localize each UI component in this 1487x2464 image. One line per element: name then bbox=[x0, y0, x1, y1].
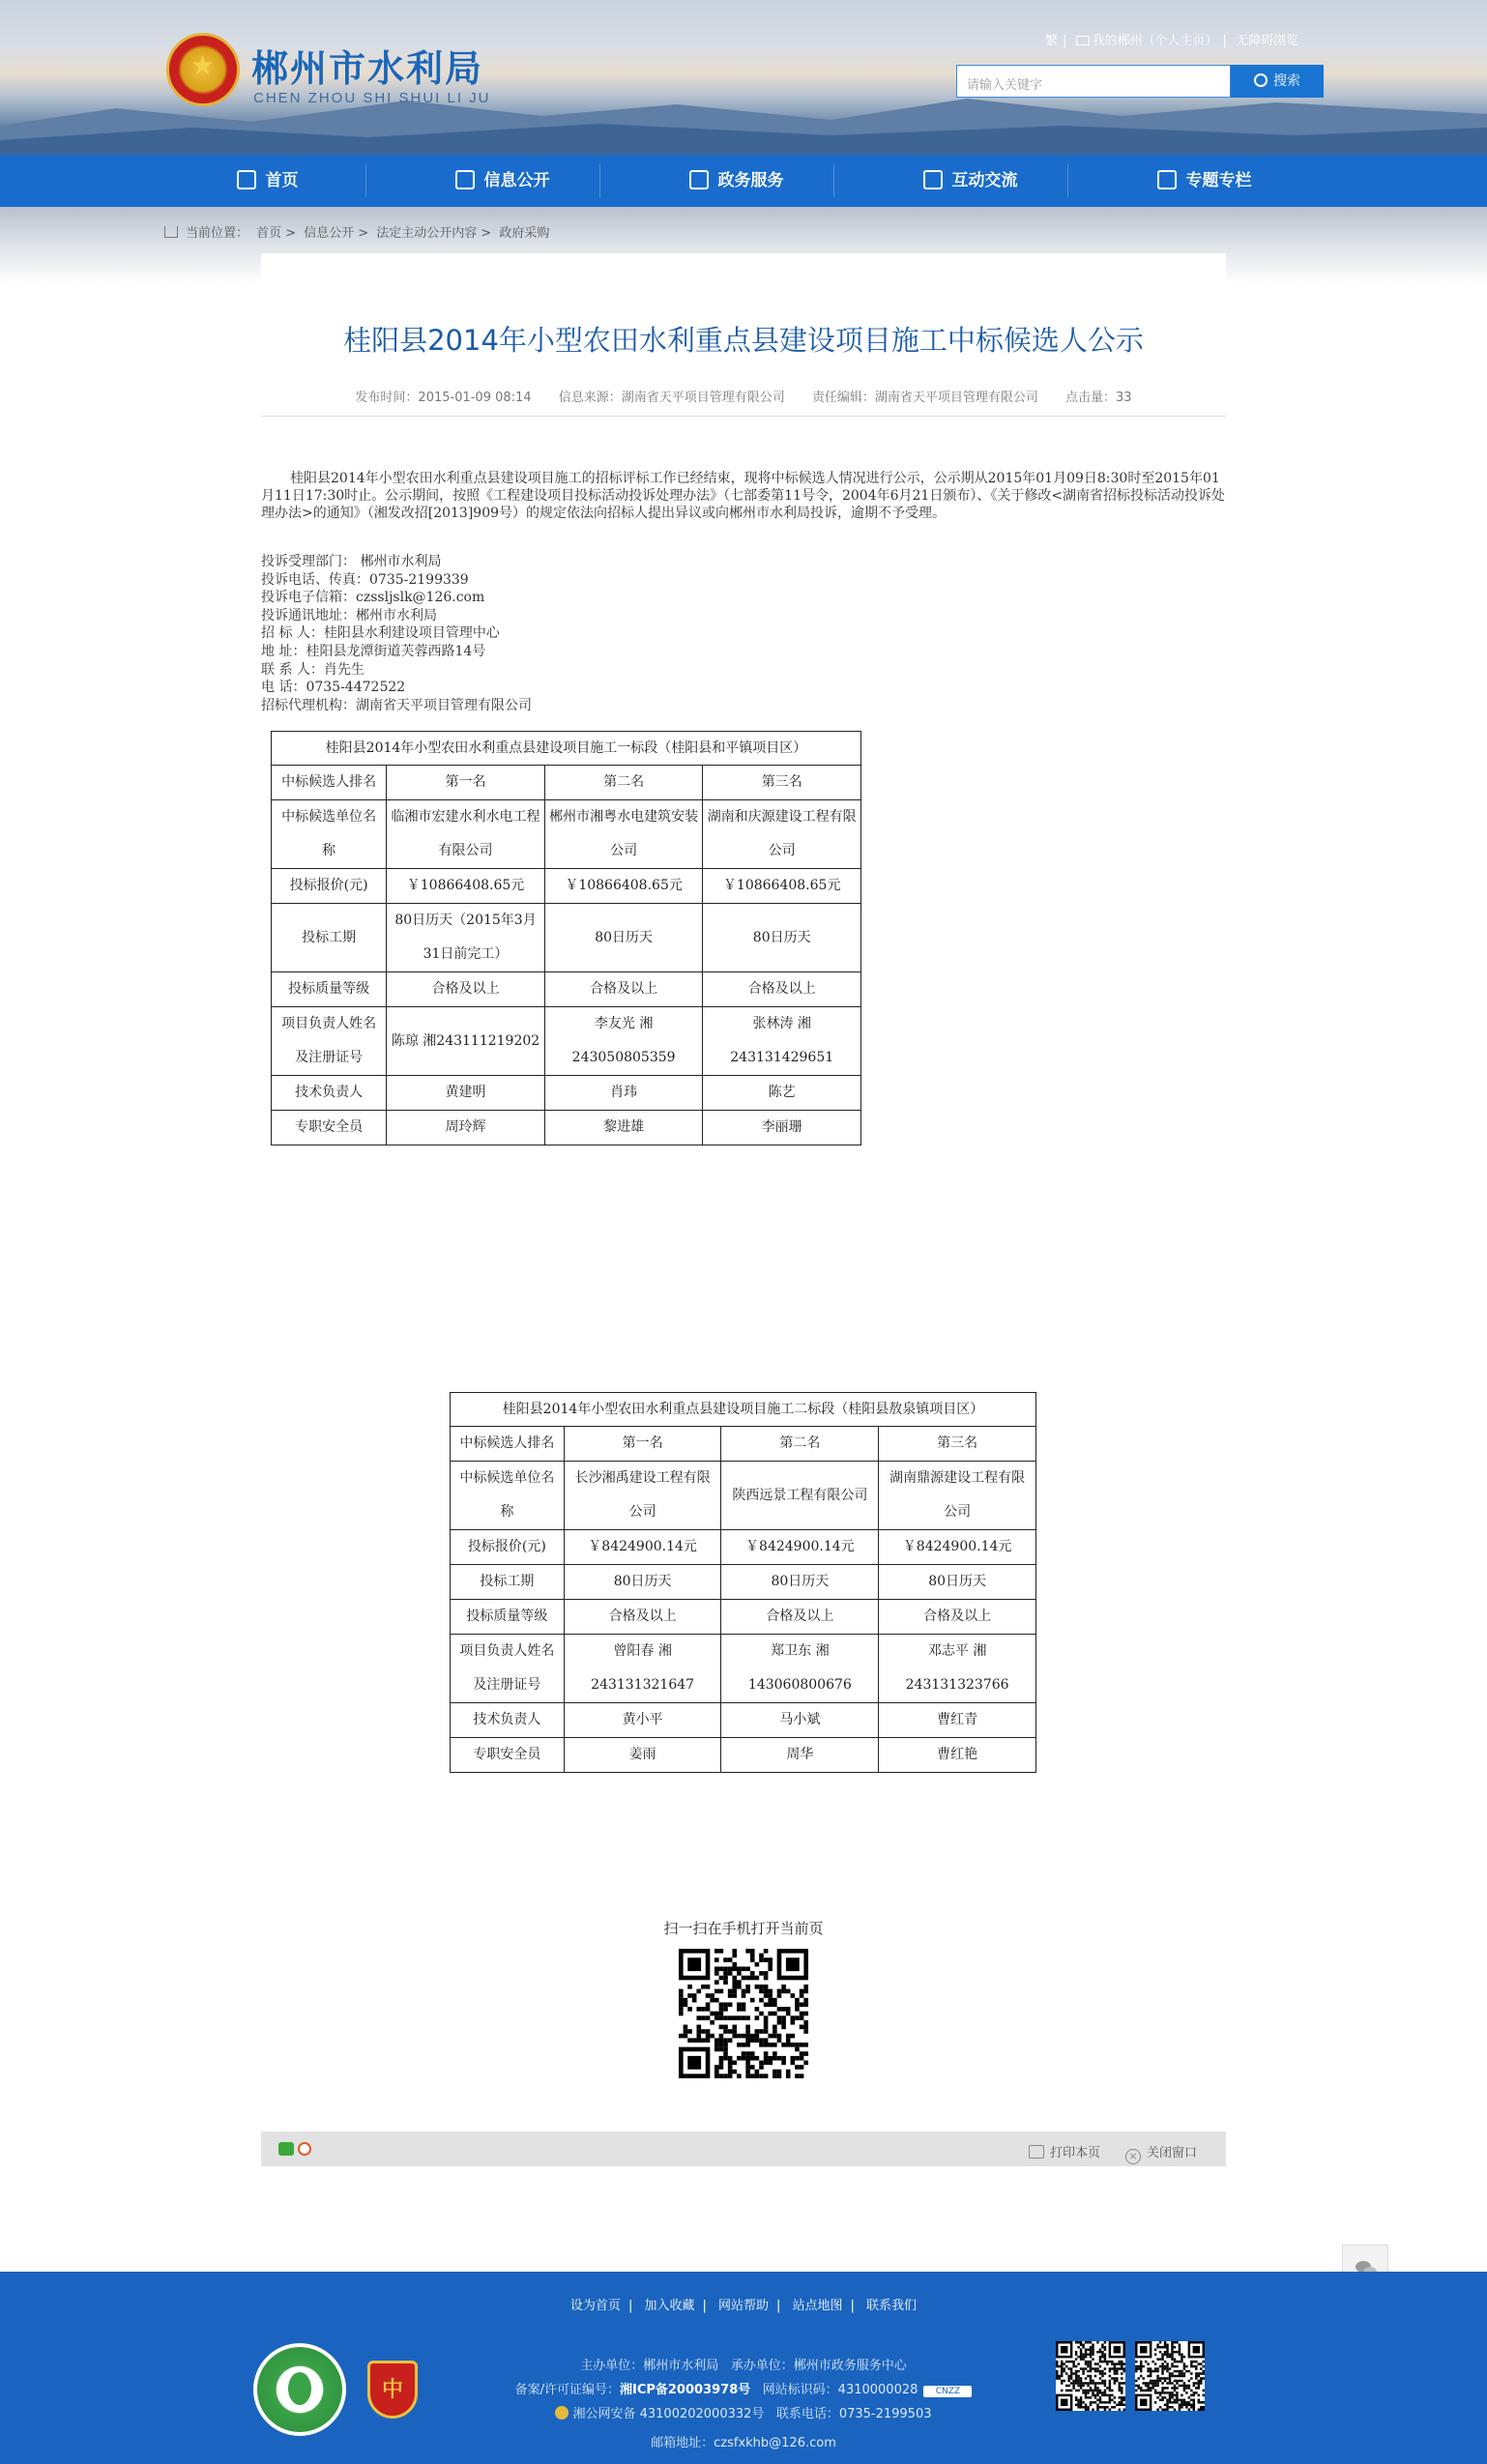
print-button[interactable]: 打印本页 bbox=[1029, 2142, 1100, 2160]
table-row: 投标报价(元) ￥8424900.14元 ￥8424900.14元 ￥8424900.14元 bbox=[451, 1530, 1036, 1565]
nav-government-services[interactable]: 政务服务 bbox=[619, 155, 854, 207]
breadcrumb-statutory[interactable]: 法定主动公开内容 bbox=[376, 226, 478, 241]
qr-label: 扫一扫在手机打开当前页 bbox=[663, 1920, 824, 1937]
top-links: 繁 | 我的郴州（个人主页） | 无障碍浏览 bbox=[1045, 34, 1299, 48]
close-window-button[interactable]: × 关闭窗口 bbox=[1125, 2142, 1197, 2164]
site-title[interactable]: 郴州市水利局 bbox=[251, 47, 484, 90]
site-subtitle: CHEN ZHOU SHI SHUI LI JU bbox=[253, 90, 491, 106]
footer-link-help[interactable]: 网站帮助 bbox=[717, 2299, 769, 2313]
click-count: 点击量：33 bbox=[1065, 391, 1132, 405]
page-qr-code bbox=[679, 1949, 808, 2078]
footer-qr-code bbox=[1135, 2341, 1205, 2411]
article-intro: 桂阳县2014年小型农田水利重点县建设项目施工的招标评标工作已经结束，现将中标候选人情况进行公示，公示期从2015年01月09日8:30时至2015年01月11日17:30时止。公示期间，按照《工程建设项目投标活动投诉处理办法》（七部委第11号令，2004年6月21日颁布）、《关于修改<湖南省招标投标活动投诉处理办法>的通知》（湘发改招[2013]909号）的规定依法向招标人提出异议或向郴州市水利局投诉，逾期不予受理。 bbox=[261, 471, 1226, 521]
footer-link-contact[interactable]: 联系我们 bbox=[866, 2299, 918, 2313]
police-record-link[interactable]: 湘公网安备 43100202000332号 bbox=[572, 2407, 765, 2421]
footer-police: 湘公网安备 43100202000332号 联系电话：0735-2199503 bbox=[0, 2403, 1487, 2421]
breadcrumb-info[interactable]: 信息公开 bbox=[304, 226, 355, 241]
footer-email: 邮箱地址：czsfxkhb@126.com bbox=[651, 2436, 836, 2450]
breadcrumb-procurement[interactable]: 政府采购 bbox=[499, 226, 550, 241]
traditional-chinese-link[interactable]: 繁 bbox=[1045, 34, 1059, 48]
nav-interaction[interactable]: 互动交流 bbox=[853, 155, 1088, 207]
footer-link-sitemap[interactable]: 站点地图 bbox=[792, 2299, 843, 2313]
layers-icon bbox=[1157, 170, 1177, 189]
table-row: 投标质量等级 合格及以上 合格及以上 合格及以上 bbox=[451, 1600, 1036, 1635]
table-caption: 桂阳县2014年小型农田水利重点县建设项目施工一标段（桂阳县和平镇项目区） bbox=[272, 732, 861, 766]
info-line: 投诉通讯地址：郴州市水利局 bbox=[261, 607, 437, 623]
footer-icp: 备案/许可证编号：湘ICP备20003978号 网站标识码：4310000028 CNZZ bbox=[0, 2379, 1487, 2397]
share-bar bbox=[261, 2131, 1226, 2166]
table-caption: 桂阳县2014年小型农田水利重点县建设项目施工二标段（桂阳县敖泉镇项目区） bbox=[451, 1393, 1036, 1427]
table-row: 技术负责人 黄建明 肖玮 陈艺 bbox=[272, 1076, 861, 1111]
info-line: 地 址：桂阳县龙潭街道芙蓉西路14号 bbox=[261, 643, 486, 659]
wechat-share-icon[interactable] bbox=[278, 2142, 294, 2156]
bid-table-1 bbox=[271, 731, 861, 1145]
chat-icon bbox=[923, 170, 943, 189]
page-title: 桂阳县2014年小型农田水利重点县建设项目施工中标候选人公示 bbox=[343, 324, 1144, 357]
table-row: 投标工期 80日历天（2015年3月31日前完工） 80日历天 80日历天 bbox=[272, 904, 861, 972]
bid-table-2 bbox=[450, 1392, 1036, 1773]
site-header bbox=[0, 0, 1487, 155]
table-row: 项目负责人姓名及注册证号 曾阳春 湘243131321647 郑卫东 湘143060800676 邓志平 湘243131323766 bbox=[451, 1635, 1036, 1703]
info-source: 信息来源：湖南省天平项目管理有限公司 bbox=[558, 391, 785, 405]
article-meta bbox=[261, 387, 1226, 405]
nav-special-topics[interactable]: 专题专栏 bbox=[1087, 155, 1322, 207]
table-row: 专职安全员 姜雨 周华 曹红艳 bbox=[451, 1738, 1036, 1773]
table-row: 技术负责人 黄小平 马小斌 曹红青 bbox=[451, 1703, 1036, 1738]
table-row: 项目负责人姓名及注册证号 陈琼 湘243111219202 李友光 湘243050805359 张林涛 湘243131429651 bbox=[272, 1007, 861, 1076]
table-row: 中标候选单位名称 长沙湘禹建设工程有限公司 陕西远景工程有限公司 湖南鼎源建设工程有限公司 bbox=[451, 1462, 1036, 1530]
divider bbox=[261, 416, 1226, 417]
edit-icon bbox=[689, 170, 709, 189]
breadcrumb: 当前位置： 首页 > 信息公开 > 法定主动公开内容 > 政府采购 bbox=[164, 222, 553, 241]
weibo-share-icon[interactable] bbox=[298, 2142, 311, 2156]
document-icon bbox=[455, 170, 475, 189]
nav-info-disclosure[interactable]: 信息公开 bbox=[385, 155, 620, 207]
table-row: 投标质量等级 合格及以上 合格及以上 合格及以上 bbox=[272, 972, 861, 1007]
nav-home[interactable]: 首页 bbox=[150, 155, 385, 207]
monitor-icon bbox=[1076, 36, 1090, 45]
my-chenzhou-link[interactable]: 我的郴州（个人主页） bbox=[1076, 34, 1218, 48]
info-line: 电 话：0735-4472522 bbox=[261, 680, 406, 696]
breadcrumb-home[interactable]: 首页 bbox=[256, 226, 282, 241]
police-badge-icon bbox=[555, 2406, 569, 2420]
footer-links: 设为首页 | 加入收藏 | 网站帮助 | 站点地图 | 联系我们 bbox=[569, 2299, 918, 2313]
footer-link-favorite[interactable]: 加入收藏 bbox=[644, 2299, 695, 2313]
complaint-info bbox=[261, 553, 1226, 714]
footer-link-set-home[interactable]: 设为首页 bbox=[569, 2299, 621, 2313]
info-line: 招标代理机构：湖南省天平项目管理有限公司 bbox=[261, 697, 532, 713]
table-row: 中标候选人排名 第一名 第二名 第三名 bbox=[451, 1427, 1036, 1462]
info-line: 招 标 人：桂阳县水利建设项目管理中心 bbox=[261, 625, 500, 642]
footer-host: 主办单位：郴州市水利局 承办单位：郴州市政务服务中心 bbox=[580, 2359, 907, 2373]
info-line: 联 系 人：肖先生 bbox=[261, 661, 364, 678]
cnzz-icon[interactable]: CNZZ bbox=[923, 2386, 972, 2397]
table-row: 投标报价(元) ￥10866408.65元 ￥10866408.65元 ￥10866408.65元 bbox=[272, 869, 861, 904]
site-footer bbox=[0, 2272, 1487, 2464]
info-line: 投诉受理部门： 郴州市水利局 bbox=[261, 554, 442, 569]
search-button[interactable]: 搜索 bbox=[1231, 65, 1324, 98]
table-row: 中标候选单位名称 临湘市宏建水利水电工程有限公司 郴州市湘粤水电建筑安装公司 湖南和庆源建设工程有限公司 bbox=[272, 800, 861, 869]
search-icon bbox=[1254, 73, 1268, 87]
table-row: 投标工期 80日历天 80日历天 80日历天 bbox=[451, 1565, 1036, 1600]
footer-qr-code bbox=[1056, 2341, 1125, 2411]
home-icon bbox=[237, 170, 256, 189]
icp-link[interactable]: 湘ICP备20003978号 bbox=[619, 2383, 751, 2397]
table-row: 专职安全员 周玲辉 黎进雄 李丽珊 bbox=[272, 1111, 861, 1145]
printer-icon bbox=[1029, 2145, 1044, 2159]
table-row: 中标候选人排名 第一名 第二名 第三名 bbox=[272, 766, 861, 800]
home-icon bbox=[164, 226, 178, 238]
main-nav bbox=[0, 155, 1487, 207]
national-emblem-icon[interactable]: ★ bbox=[166, 33, 240, 106]
publish-time: 发布时间：2015-01-09 08:14 bbox=[355, 391, 532, 405]
editor: 责任编辑：湖南省天平项目管理有限公司 bbox=[811, 391, 1038, 405]
search-input[interactable]: 请输入关键字 bbox=[956, 65, 1231, 98]
info-line: 投诉电子信箱：czssljslk@126.com bbox=[261, 590, 485, 606]
accessibility-link[interactable]: 无障碍浏览 bbox=[1236, 34, 1299, 48]
close-icon: × bbox=[1125, 2149, 1141, 2164]
info-line: 投诉电话、传真：0735-2199339 bbox=[261, 571, 469, 588]
party-government-badge-icon[interactable]: 中 bbox=[367, 2361, 418, 2419]
